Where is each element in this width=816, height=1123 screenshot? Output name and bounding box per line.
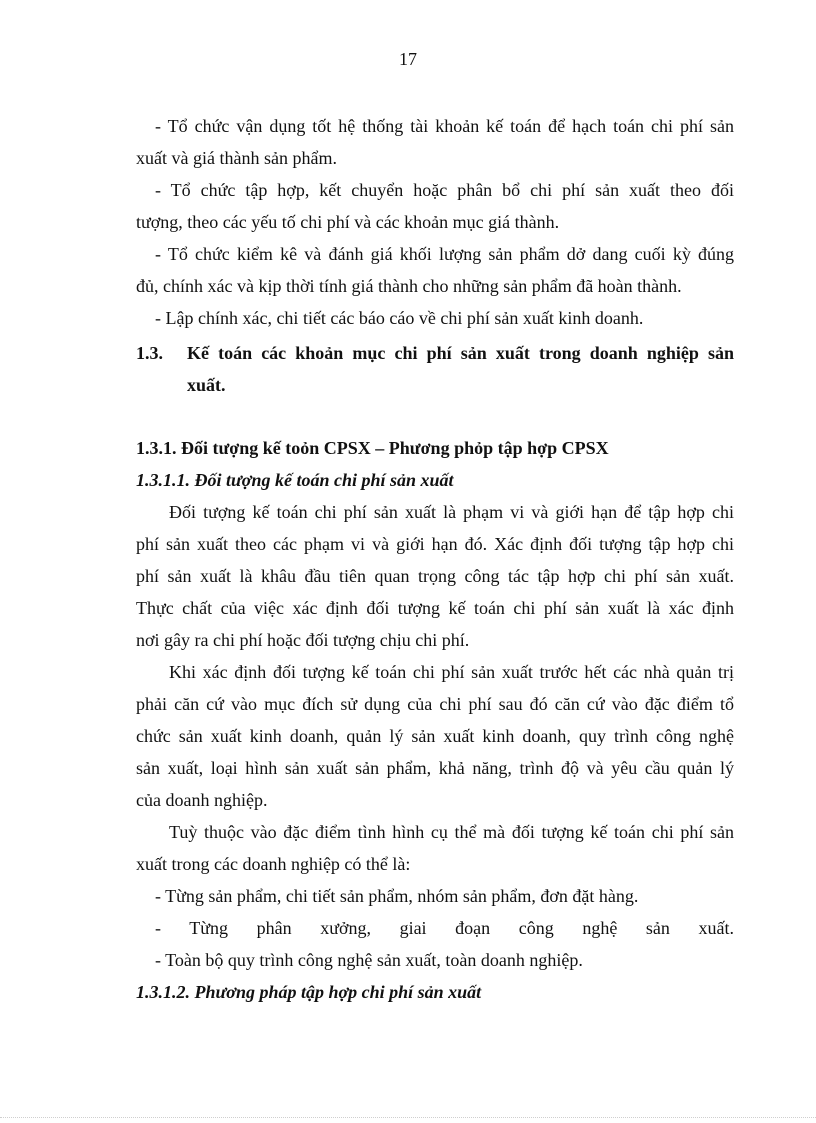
subsection-heading-1-3-1 — [136, 432, 734, 464]
object-item-1: - Từng sản phẩm, chi tiết sản phẩm, nhóm sản phẩm, đơn đặt hàng. — [155, 886, 639, 906]
duty-1-line-1: - Tổ chức vận dụng tốt hệ thống tài khoản kế toán để hạch toán chi phí sản — [155, 116, 734, 136]
section-number: 1.3. — [136, 343, 163, 363]
subsubsection-1-3-1-1 — [136, 464, 734, 1008]
paragraph-2-line-1: Khi xác định đối tượng kế toán chi phí sản xuất trước hết các nhà quản trị — [169, 662, 734, 682]
section-title-line-1: Kế toán các khoản mục chi phí sản xuất trong doanh nghiệp sản — [187, 343, 734, 363]
subsubsection-title: 1.3.1.1. Đối tượng kế toán chi phí sản xuất — [136, 470, 454, 490]
page-bottom-border — [0, 1117, 816, 1118]
object-item-3: - Toàn bộ quy trình công nghệ sản xuất, toàn doanh nghiệp. — [155, 950, 583, 970]
section-title-line-2: xuất. — [187, 375, 226, 395]
paragraph-3-line-2: xuất trong các doanh nghiệp có thể là: — [136, 854, 411, 874]
paragraph-3-line-1: Tuỳ thuộc vào đặc điểm tình hình cụ thể mà đối tượng kế toán chi phí sản — [169, 822, 734, 842]
duty-4-line-1: - Lập chính xác, chi tiết các báo cáo về chi phí sản xuất kinh doanh. — [155, 308, 644, 328]
paragraph-1-line-2: phí sản xuất theo các phạm vi và giới hạn đó. Xác định đối tượng tập hợp chi — [136, 534, 734, 554]
paragraph-2-line-3: chức sản xuất kinh doanh, quản lý sản xuất kinh doanh, quy trình công nghệ — [136, 726, 734, 746]
section-heading-1-3 — [136, 337, 734, 401]
duty-3-line-2: đủ, chính xác và kịp thời tính giá thành cho những sản phẩm đã hoàn thành. — [136, 276, 682, 296]
paragraph-2-line-2: phải căn cứ vào mục đích sử dụng của chi phí sau đó căn cứ vào đặc điểm tổ — [136, 694, 734, 714]
paragraph-1-line-1: Đối tượng kế toán chi phí sản xuất là phạm vi và giới hạn để tập hợp chi — [169, 502, 734, 522]
paragraph-1-line-4: Thực chất của việc xác định đối tượng kế toán chi phí sản xuất là xác định — [136, 598, 734, 618]
paragraph-2-line-4: sản xuất, loại hình sản xuất sản phẩm, khả năng, trình độ và yêu cầu quản lý — [136, 758, 734, 778]
object-item-2: - Từng phân xưởng, giai đoạn công nghệ sản xuất. — [155, 918, 734, 938]
subsection-title: 1.3.1. Đối tượng kế toỏn CPSX – Phương phỏp tập hợp CPSX — [136, 438, 609, 458]
duty-1-line-2: xuất và giá thành sản phẩm. — [136, 148, 337, 168]
duty-2-line-2: tượng, theo các yếu tố chi phí và các khoản mục giá thành. — [136, 212, 560, 232]
subsubsection-title-1-3-1-2: 1.3.1.2. Phương pháp tập hợp chi phí sản xuất — [136, 982, 482, 1002]
page-number: 17 — [399, 49, 417, 69]
duty-2-line-1: - Tổ chức tập hợp, kết chuyển hoặc phân bổ chi phí sản xuất theo đối — [155, 180, 734, 200]
paragraph-1-line-5: nơi gây ra chi phí hoặc đối tượng chịu chi phí. — [136, 630, 470, 650]
paragraph-1-line-3: phí sản xuất là khâu đầu tiên quan trọng công tác tập hợp chi phí sản xuất. — [136, 566, 734, 586]
duties-list — [136, 110, 734, 334]
paragraph-2-line-5: của doanh nghiệp. — [136, 790, 268, 810]
duty-3-line-1: - Tổ chức kiểm kê và đánh giá khối lượng sản phẩm dở dang cuối kỳ đúng — [155, 244, 734, 264]
